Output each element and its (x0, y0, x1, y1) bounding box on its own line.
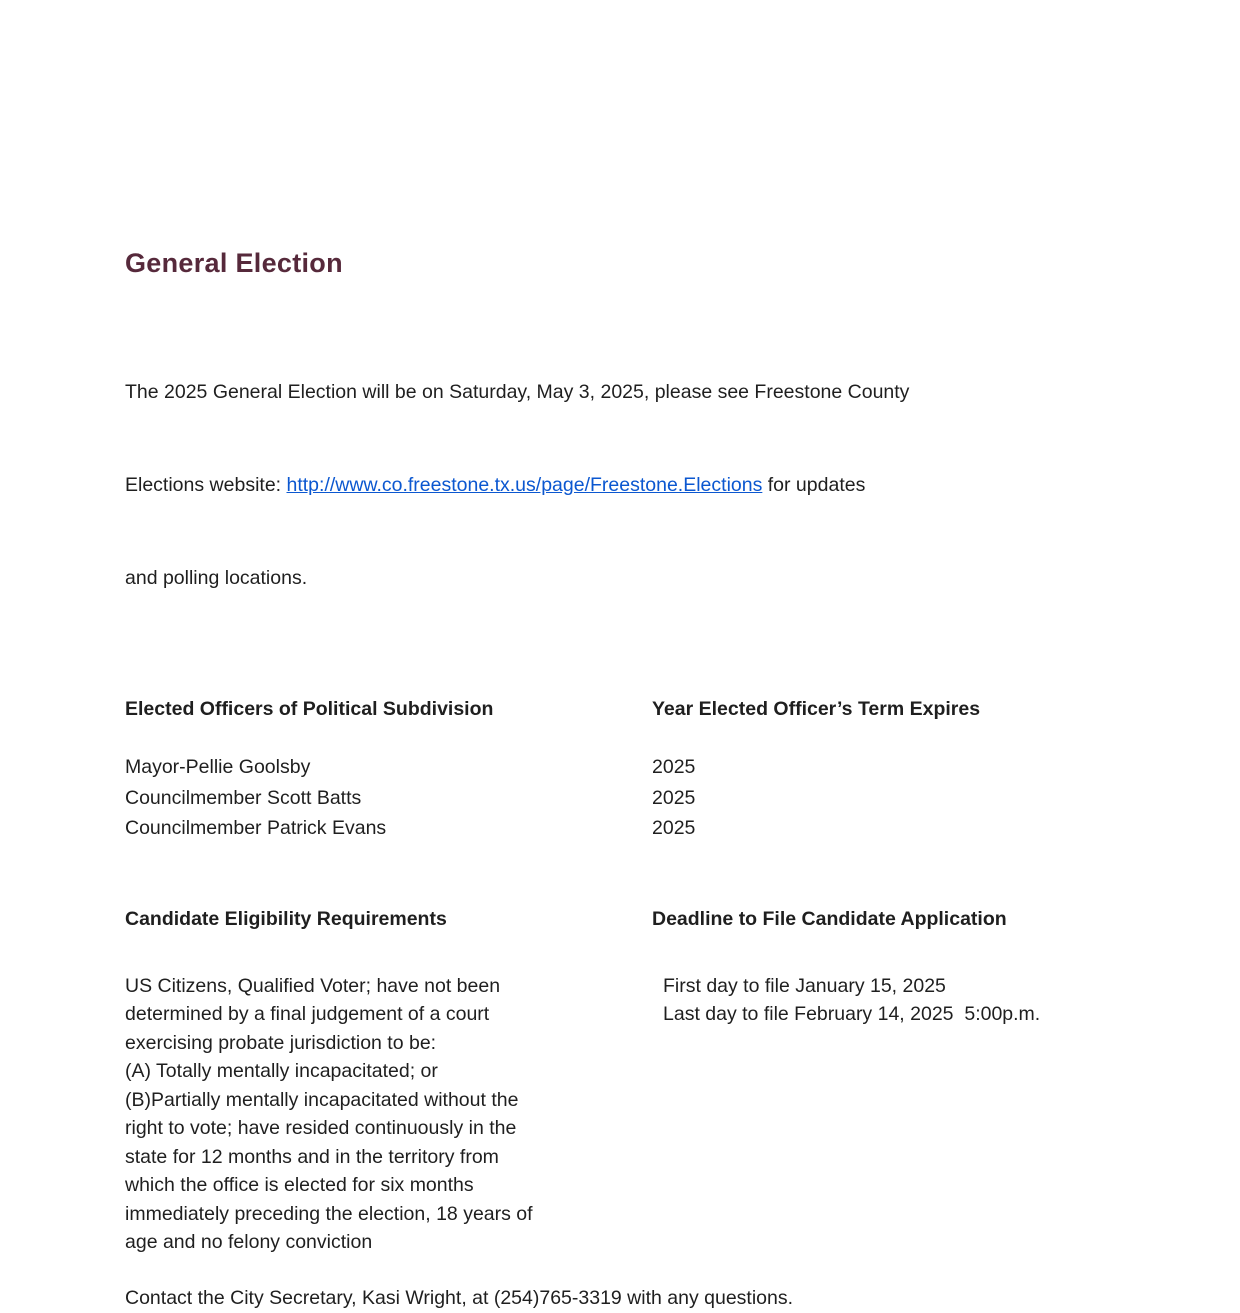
officer-term-year: 2025 (652, 817, 696, 839)
eligibility-line: age and no felony conviction (125, 1231, 373, 1253)
eligibility-requirements-text (125, 972, 652, 1257)
intro-paragraph (125, 315, 1125, 656)
officer-term-year: 2025 (652, 756, 696, 778)
term-expires-header: Year Elected Officer’s Term Expires (652, 698, 981, 720)
deadline-column (652, 904, 1125, 1029)
officer-name: Councilmember Scott Batts (125, 786, 362, 809)
intro-line-2 (125, 470, 1125, 501)
eligibility-line: state for 12 months and in the territory from (125, 1145, 499, 1168)
page-title: General Election (125, 248, 343, 278)
eligibility-columns (125, 904, 1125, 1257)
eligibility-line: determined by a final judgement of a court (125, 1003, 490, 1025)
intro-line-2-before: Elections website: (125, 474, 287, 496)
deadline-dates (652, 972, 1125, 1029)
officer-row (125, 752, 1125, 783)
elections-website-link[interactable]: http://www.co.freestone.tx.us/page/Freestone.Elections (286, 474, 763, 496)
officer-name: Councilmember Patrick Evans (125, 817, 387, 839)
contact-info: Contact the City Secretary, Kasi Wright, at (254)765-3319 with any questions. (125, 1286, 794, 1309)
eligibility-line: immediately preceding the election, 18 years of (125, 1202, 533, 1225)
officer-row (125, 783, 1125, 814)
deadline-header: Deadline to File Candidate Application (652, 907, 1007, 930)
eligibility-line: which the office is elected for six months (125, 1174, 474, 1196)
officer-row (125, 813, 1125, 844)
eligibility-line: exercising probate jurisdiction to be: (125, 1031, 437, 1054)
intro-line-3: and polling locations. (125, 567, 308, 589)
eligibility-line: US Citizens, Qualified Voter; have not been (125, 974, 501, 997)
officers-header-row (125, 694, 1125, 752)
intro-line-2-after: for updates (762, 474, 866, 496)
eligibility-line: right to vote; have resided continuously in the (125, 1117, 517, 1139)
elected-officers-header: Elected Officers of Political Subdivision (125, 698, 494, 720)
eligibility-line: (B)Partially mentally incapacitated without the (125, 1088, 519, 1111)
eligibility-line: (A) Totally mentally incapacitated; or (125, 1060, 438, 1082)
candidate-eligibility-section (125, 904, 1125, 1257)
eligibility-requirements-header: Candidate Eligibility Requirements (125, 907, 447, 930)
last-day-to-file: Last day to file February 14, 2025 5:00p.m. (663, 1003, 1041, 1025)
elected-officers-section (125, 694, 1125, 844)
eligibility-requirements-column (125, 904, 652, 1257)
officer-term-year: 2025 (652, 786, 696, 809)
first-day-to-file: First day to file January 15, 2025 (663, 974, 946, 997)
intro-line-1: The 2025 General Election will be on Saturday, May 3, 2025, please see Freestone County (125, 381, 910, 403)
officer-name: Mayor-Pellie Goolsby (125, 756, 311, 778)
